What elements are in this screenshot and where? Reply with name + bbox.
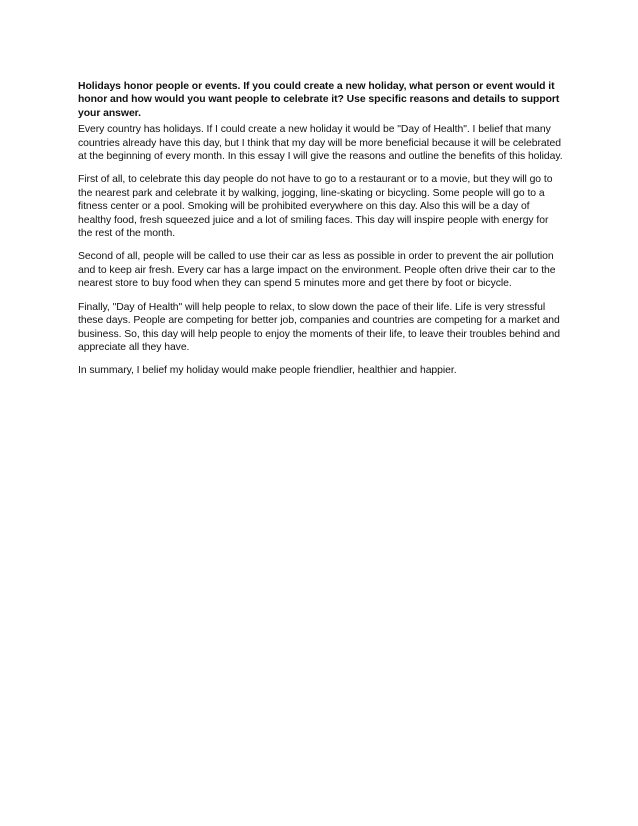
essay-paragraph-summary: In summary, I belief my holiday would make people friendlier, healthier and happier. <box>78 365 457 377</box>
essay-paragraph-finally: Finally, "Day of Health" will help people to relax, to slow down the pace of their life. Life is very stressful these days. People are competing for better job, companies and countries are competing for a market and business. So, this day will help people to enjoy the moments of their life, to leave their troubles behind and appreciate all they have. <box>78 301 560 353</box>
essay-prompt: Holidays honor people or events. If you could create a new holiday, what person or event would it honor and how would you want people to celebrate it? Use specific reasons and details to support your answer. <box>78 81 560 119</box>
essay-content <box>78 80 564 388</box>
essay-paragraph-first: First of all, to celebrate this day people do not have to go to a restaurant or to a movie, but they will go to the nearest park and celebrate it by walking, jogging, line-skating or bicycling. Some people will go to a fitness center or a pool. Smoking will be prohibited everywhere on this day. Also this will be a day of healthy food, fresh squeezed juice and a lot of smiling faces. This day will inspire people with energy for the rest of the month. <box>78 174 553 240</box>
essay-paragraph-second: Second of all, people will be called to use their car as less as possible in order to prevent the air pollution and to keep air fresh. Every car has a large impact on the environment. People often drive their car to the nearest store to buy food when they can spend 5 minutes more and get there by foot or bicycle. <box>78 251 556 290</box>
essay-paragraph-intro: Every country has holidays. If I could create a new holiday it would be "Day of Health". I belief that many countries already have this day, but I think that my day will be more beneficial because it will be celebrated at the beginning of every month. In this essay I will give the reasons and outline the benefits of this holiday. <box>78 124 563 163</box>
